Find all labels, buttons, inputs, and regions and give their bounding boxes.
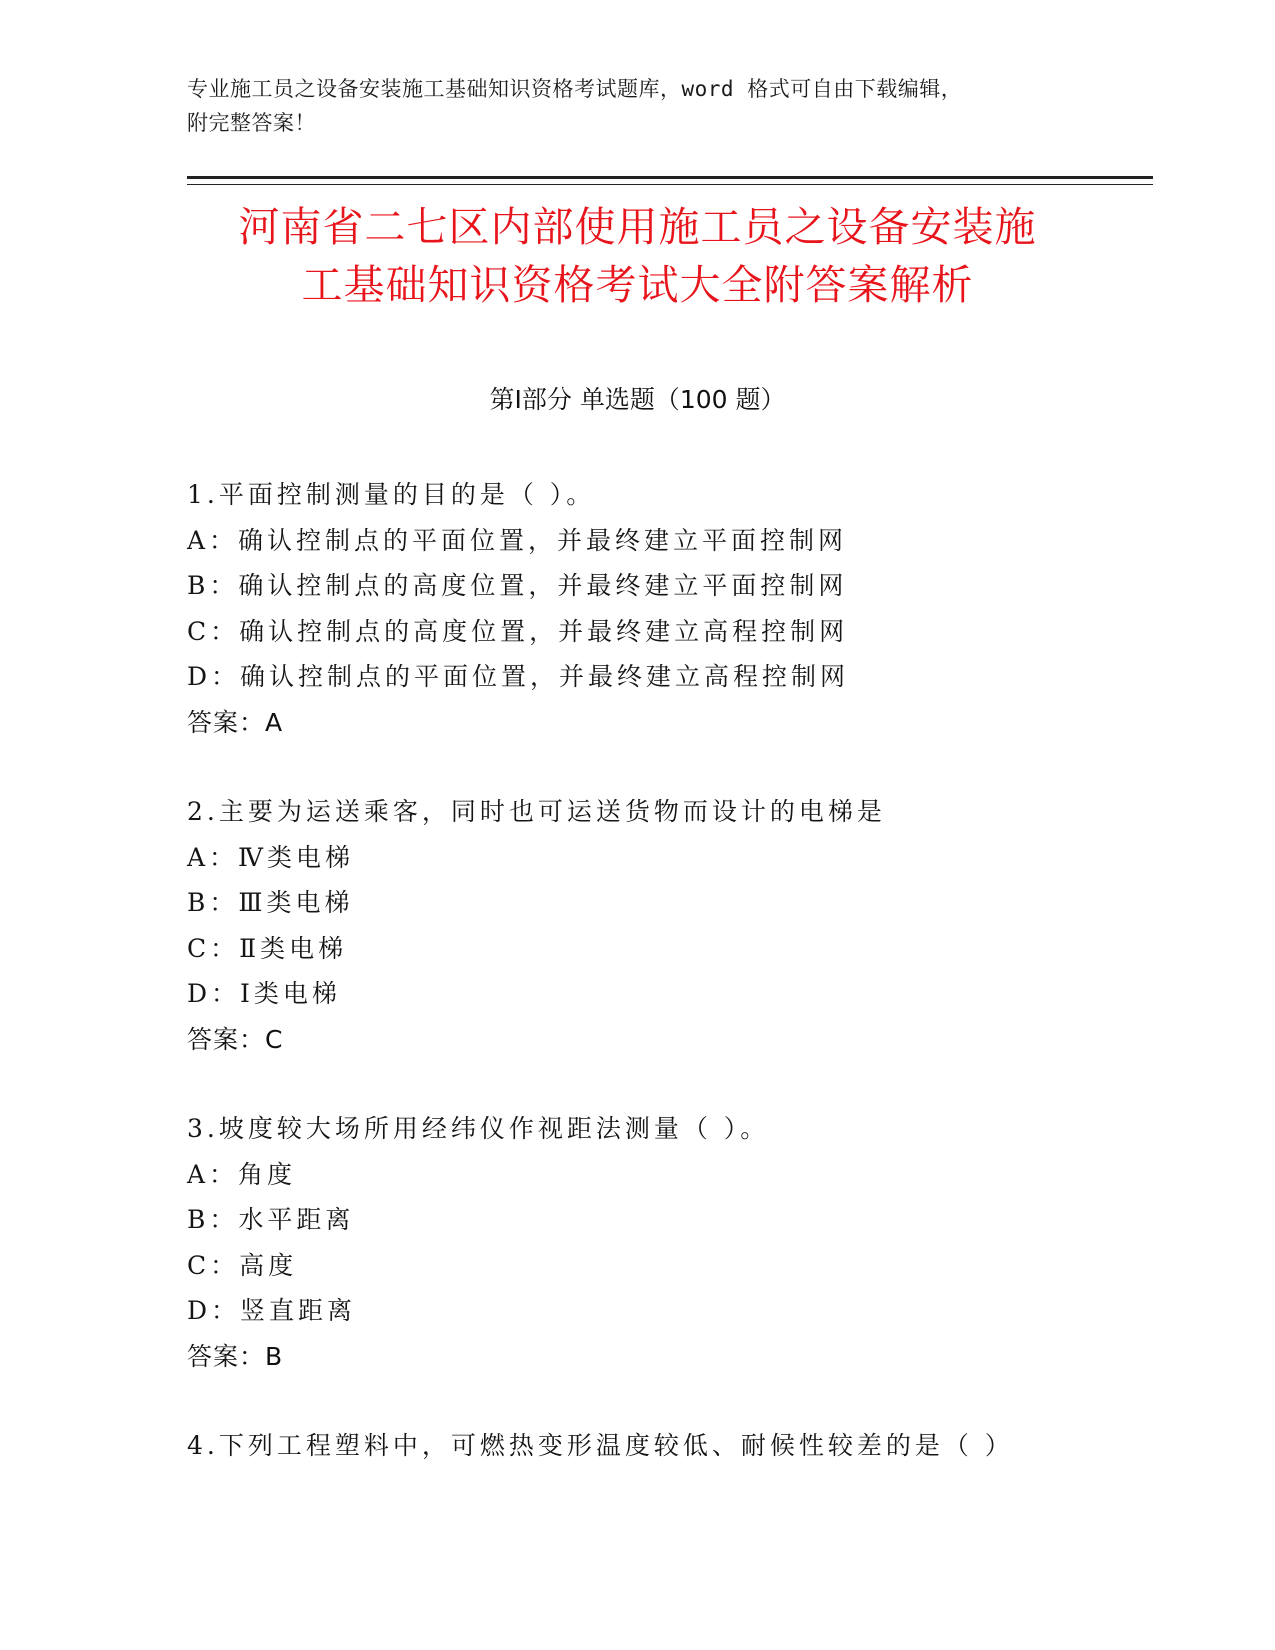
- section-title: 第Ⅰ部分 单选题（100 题）: [489, 385, 786, 414]
- option-c: C：Ⅱ类电梯: [187, 933, 348, 963]
- option-a: A：角度: [187, 1159, 297, 1189]
- header-divider-thick: [187, 176, 1153, 179]
- option-b: B：确认控制点的高度位置，并最终建立平面控制网: [187, 571, 848, 600]
- answer: 答案：A: [187, 707, 284, 737]
- header-note: [187, 72, 1087, 140]
- option-d: D：确认控制点的平面位置，并最终建立高程控制网: [187, 662, 850, 691]
- question-3: [187, 1106, 1137, 1379]
- question-list: [187, 472, 1137, 1513]
- header-note-line1: 专业施工员之设备安装施工基础知识资格考试题库，word 格式可自由下载编辑，: [187, 77, 963, 101]
- document-title-line2: 工基础知识资格考试大全附答案解析: [301, 261, 974, 309]
- question-1: [187, 472, 1137, 745]
- document-title-line1: 河南省二七区内部使用施工员之设备安装施: [238, 203, 1037, 251]
- question-stem: 2.主要为运送乘客，同时也可运送货物而设计的电梯是: [187, 797, 886, 826]
- option-a: A：Ⅳ类电梯: [187, 842, 355, 872]
- answer: 答案：B: [187, 1341, 284, 1371]
- question-2: [187, 789, 1137, 1062]
- question-stem: 4.下列工程塑料中，可燃热变形温度较低、耐候性较差的是（ ）: [187, 1431, 1014, 1460]
- option-a: A：确认控制点的平面位置，并最终建立平面控制网: [187, 525, 848, 555]
- option-c: C：确认控制点的高度位置，并最终建立高程控制网: [187, 616, 849, 646]
- option-b: B：Ⅲ类电梯: [187, 888, 354, 917]
- option-d: D：竖直距离: [187, 1296, 357, 1325]
- document-title: [150, 198, 1125, 314]
- answer: 答案：C: [187, 1024, 284, 1054]
- question-stem: 1.平面控制测量的目的是（ ）。: [187, 480, 596, 509]
- header-divider-thin: [187, 184, 1153, 185]
- option-b: B：水平距离: [187, 1205, 355, 1234]
- option-c: C：高度: [187, 1250, 298, 1280]
- question-stem: 3.坡度较大场所用经纬仪作视距法测量（ ）。: [187, 1114, 770, 1143]
- question-4: [187, 1423, 1137, 1469]
- option-d: D：Ⅰ类电梯: [187, 979, 341, 1008]
- header-note-line2: 附完整答案！: [187, 111, 316, 135]
